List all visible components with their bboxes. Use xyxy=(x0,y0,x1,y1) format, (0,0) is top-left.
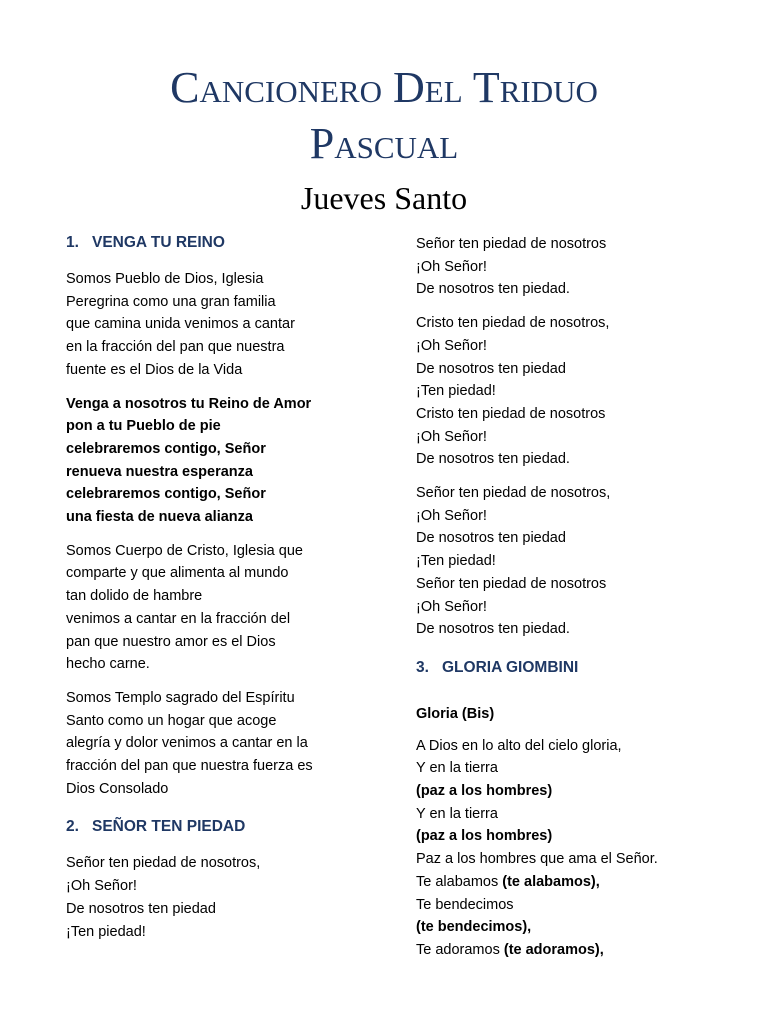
lyric-line: tan dolido de hambre xyxy=(66,588,203,605)
document-subtitle: Jueves Santo xyxy=(300,180,468,216)
chorus-line: una fiesta de nueva alianza xyxy=(66,509,253,526)
section-2-stanza-3 xyxy=(416,312,736,471)
section-3-title: GLORIA GIOMBINI xyxy=(442,658,579,676)
section-3-heading xyxy=(416,657,736,679)
lyric-line: Te bendecimos xyxy=(416,896,514,913)
section-1-number: 1. xyxy=(66,234,79,251)
lyric-line: Señor ten piedad de nosotros xyxy=(416,236,607,252)
lyric-line: Somos Templo sagrado del Espíritu xyxy=(66,689,295,706)
section-1-title: VENGA TU REINO xyxy=(92,234,225,251)
title-line-2: Pascual xyxy=(309,119,459,168)
lyric-line: fracción del pan que nuestra fuerza es xyxy=(66,758,313,775)
lyric-line: De nosotros ten piedad. xyxy=(416,621,570,638)
lyric-line: Santo como un hogar que acoge xyxy=(66,712,277,729)
lyric-response: (te alabamos), xyxy=(502,873,600,890)
lyric-line: Y en la tierra xyxy=(416,805,498,822)
lyric-line: Señor ten piedad de nosotros, xyxy=(416,485,611,502)
section-1-stanza-3 xyxy=(66,687,366,801)
lyric-line: Cristo ten piedad de nosotros xyxy=(416,405,606,422)
lyric-line: ¡Ten piedad! xyxy=(66,923,146,940)
chorus-line: renueva nuestra esperanza xyxy=(66,463,253,480)
lyric-line: Somos Pueblo de Dios, Iglesia xyxy=(66,271,264,287)
lyric-line xyxy=(416,939,736,962)
lyric-line: alegría y dolor venimos a cantar en la xyxy=(66,735,308,752)
chorus-line: celebraremos contigo, Señor xyxy=(66,440,266,457)
section-2-stanza-4 xyxy=(416,482,736,641)
lyric-response: (te adoramos), xyxy=(503,941,604,958)
lyric-line: De nosotros ten piedad. xyxy=(416,281,570,298)
lyric-line: Y en la tierra xyxy=(416,760,498,777)
lyric-line-response: (paz a los hombres) xyxy=(416,783,553,800)
lyric-line: Peregrina como una gran familia xyxy=(66,293,276,310)
section-2-stanza-1 xyxy=(66,852,366,943)
lyric-line: pan que nuestro amor es el Dios xyxy=(66,633,276,650)
left-column xyxy=(66,232,366,943)
lyric-line: ¡Ten piedad! xyxy=(416,553,496,570)
chorus-line: pon a tu Pueblo de pie xyxy=(66,418,221,435)
lyric-line: De nosotros ten piedad xyxy=(416,360,566,377)
chorus-line: celebraremos contigo, Señor xyxy=(66,486,266,503)
section-1-stanza-2 xyxy=(66,540,366,676)
lyric-line: Somos Cuerpo de Cristo, Iglesia que xyxy=(66,542,303,559)
document-title xyxy=(0,60,768,172)
section-1-chorus xyxy=(66,393,366,529)
lyric-line: ¡Oh Señor! xyxy=(416,337,487,354)
lyric-line: A Dios en lo alto del cielo gloria, xyxy=(416,737,622,754)
lyric-line: De nosotros ten piedad. xyxy=(416,451,570,468)
lyric-line: hecho carne. xyxy=(66,656,150,673)
lyric-line: Dios Consolado xyxy=(66,780,169,797)
lyric-line: ¡Oh Señor! xyxy=(416,258,487,275)
section-2-title: SEÑOR TEN PIEDAD xyxy=(92,818,246,836)
title-line-1: Cancionero Del Triduo xyxy=(170,63,598,112)
lyric-line: ¡Oh Señor! xyxy=(416,428,487,445)
lyric-line: ¡Oh Señor! xyxy=(66,878,137,895)
lyric-text: Te alabamos xyxy=(416,873,503,890)
section-2-heading xyxy=(66,816,366,838)
right-column xyxy=(416,233,736,962)
lyric-line: Paz a los hombres que ama el Señor. xyxy=(416,851,658,868)
lyric-line: en la fracción del pan que nuestra xyxy=(66,339,285,356)
lyric-line: Señor ten piedad de nosotros, xyxy=(66,855,261,872)
section-1-heading xyxy=(66,232,366,254)
lyric-line: Señor ten piedad de nosotros xyxy=(416,575,607,592)
lyric-line: que camina unida venimos a cantar xyxy=(66,316,295,333)
section-2-number: 2. xyxy=(66,818,79,836)
lyric-line-response: (paz a los hombres) xyxy=(416,828,553,845)
lyric-line xyxy=(416,871,736,894)
section-3-number: 3. xyxy=(416,658,429,676)
lyric-line: ¡Oh Señor! xyxy=(416,598,487,615)
lyric-line: De nosotros ten piedad xyxy=(416,530,566,547)
lyric-line: venimos a cantar en la fracción del xyxy=(66,610,291,627)
lyric-line: Cristo ten piedad de nosotros, xyxy=(416,315,610,332)
section-2-stanza-2 xyxy=(416,233,736,301)
section-3-subheading: Gloria (Bis) xyxy=(416,705,495,722)
lyric-line: fuente es el Dios de la Vida xyxy=(66,361,243,378)
lyric-line: De nosotros ten piedad xyxy=(66,900,216,917)
section-1-stanza-1 xyxy=(66,268,366,382)
chorus-line: Venga a nosotros tu Reino de Amor xyxy=(66,395,312,412)
lyric-line: comparte y que alimenta al mundo xyxy=(66,565,289,582)
lyric-line: ¡Ten piedad! xyxy=(416,383,496,400)
section-3-lyrics xyxy=(416,735,736,962)
lyric-text: Te adoramos xyxy=(416,941,504,958)
lyric-line-response: (te bendecimos), xyxy=(416,919,532,936)
lyric-line: ¡Oh Señor! xyxy=(416,507,487,524)
